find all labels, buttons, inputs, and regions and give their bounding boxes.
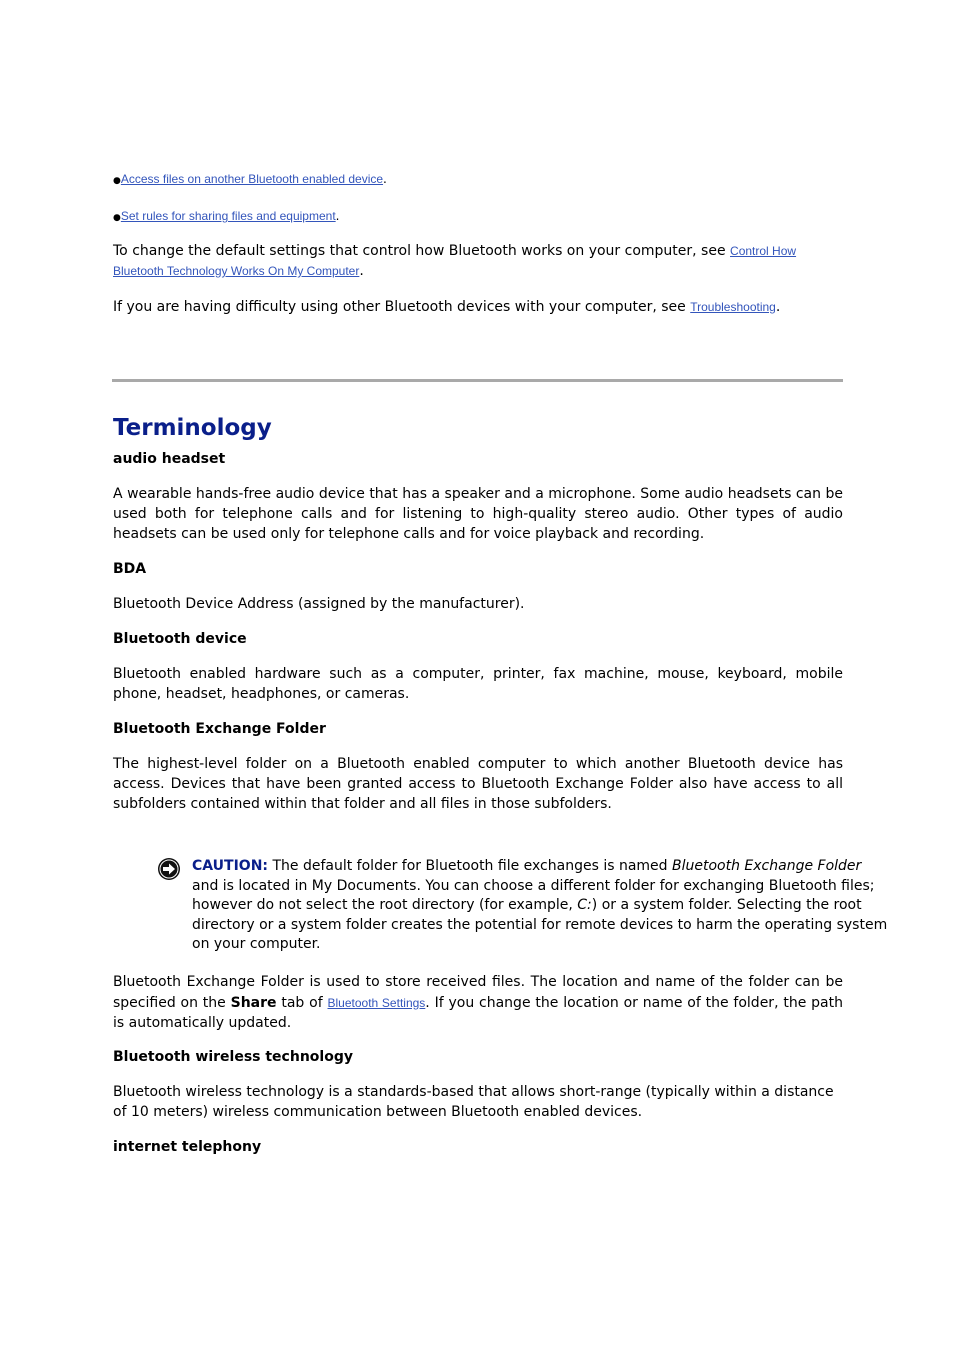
bluetooth-technology-link[interactable]: Bluetooth Technology Works On My Computer xyxy=(113,264,360,278)
exchange-folder-paragraph xyxy=(113,972,843,1034)
punctuation: . xyxy=(775,299,781,315)
punctuation: . xyxy=(335,209,340,223)
list-item-access-files xyxy=(113,170,387,190)
caution-italic: Bluetooth Exchange Folder xyxy=(672,858,862,874)
caution-italic: C: xyxy=(577,897,592,913)
term-bluetooth-device: Bluetooth device xyxy=(113,631,247,647)
term-wireless-technology: Bluetooth wireless technology xyxy=(113,1049,353,1065)
caution-note xyxy=(192,857,892,955)
difficulty-paragraph xyxy=(113,297,843,317)
definition-bluetooth-device: Bluetooth enabled hardware such as a computer, printer, fax machine, mouse, keyboard, mobile phone, headset, headphones, or cameras. xyxy=(113,666,843,702)
term-bda: BDA xyxy=(113,561,147,577)
section-divider xyxy=(112,379,843,382)
definition-wireless-technology: Bluetooth wireless technology is a standards-based that allows short-range (typically within a distance of 10 meters) wireless communication between Bluetooth enabled devices. xyxy=(113,1084,834,1120)
paragraph-text: To change the default settings that control how Bluetooth works on your computer, see xyxy=(113,243,731,259)
paragraph-text: Bluetooth Exchange Folder is used to store received files. The location and name of the folder can be specified on the xyxy=(113,974,843,1011)
bullet: ● xyxy=(113,213,121,223)
definition-exchange-folder: The highest-level folder on a Bluetooth enabled computer to which another Bluetooth device has access. Devices that have been granted access to Bluetooth Exchange Folder also have access to all subfolders contained within that folder and all files in those subfolders. xyxy=(113,756,843,812)
punctuation: . xyxy=(383,172,387,186)
sharing-rules-link[interactable]: Set rules for sharing files and equipment xyxy=(120,209,336,223)
caution-text: and is located in My Documents. You can choose a different folder for exchanging Bluetooth files; however do not select the root directory (for example, xyxy=(192,877,875,913)
definition-bda: Bluetooth Device Address (assigned by the manufacturer). xyxy=(113,596,525,612)
page-title: Terminology xyxy=(113,415,272,441)
caution-text: The default folder for Bluetooth file exchanges is named xyxy=(268,858,673,874)
definition-audio-headset: A wearable hands-free audio device that has a speaker and a microphone. Some audio headsets can be used both for telephone calls and for listening to high-quality stereo audio. Other types of audio headsets can be used only for telephone calls and for voice playback and recording. xyxy=(113,486,843,542)
paragraph-text: . If you change the location or name of the folder, the path is automatically updated. xyxy=(113,994,843,1031)
punctuation: . xyxy=(359,263,364,279)
access-files-link[interactable]: Access files on another Bluetooth enabled device xyxy=(120,172,384,186)
term-internet-telephony: internet telephony xyxy=(113,1139,262,1155)
paragraph-text: tab of xyxy=(276,994,328,1011)
bluetooth-settings-link[interactable]: Bluetooth Settings xyxy=(327,995,426,1010)
list-item-sharing-rules xyxy=(113,207,339,227)
caution-arrow-icon xyxy=(157,857,181,881)
control-how-link[interactable]: Control How xyxy=(730,244,797,258)
paragraph-text: If you are having difficulty using other Bluetooth devices with your computer, see xyxy=(113,299,691,315)
caution-text: ) or a system folder. Selecting the root directory or a system folder creates the potential for remote devices to harm the operating system on your computer. xyxy=(192,897,888,952)
troubleshooting-link[interactable]: Troubleshooting xyxy=(690,300,776,314)
term-exchange-folder: Bluetooth Exchange Folder xyxy=(113,721,326,737)
share-tab-name: Share xyxy=(230,994,277,1011)
term-audio-headset: audio headset xyxy=(113,451,226,467)
change-settings-paragraph xyxy=(113,241,843,281)
caution-label: CAUTION: xyxy=(192,858,269,874)
bullet: ● xyxy=(113,176,121,186)
